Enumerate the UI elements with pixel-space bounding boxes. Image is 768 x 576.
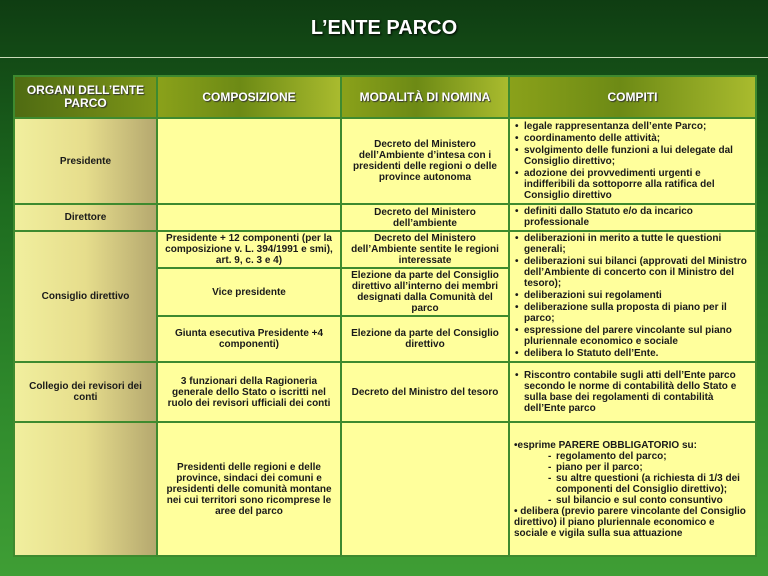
compiti-cell bbox=[509, 422, 756, 556]
title-divider bbox=[0, 57, 768, 58]
table-row bbox=[14, 422, 756, 556]
compiti-cell bbox=[509, 118, 756, 204]
list-item: • coordinamento delle attività; bbox=[524, 133, 751, 144]
composizione-cell: 3 funzionari della Ragioneria generale dello Stato o iscritti nel ruolo dei revisori ufficiali dei conti bbox=[157, 362, 341, 422]
compiti-list bbox=[514, 233, 751, 359]
list-item: • legale rappresentanza dell’ente Parco; bbox=[524, 121, 751, 132]
row-label-presidente: Presidente bbox=[14, 118, 157, 204]
list-item: • adozione dei provvedimenti urgenti e indifferibili da sottoporre alla ratifica del Consiglio direttivo bbox=[524, 168, 751, 201]
row-label-direttore: Direttore bbox=[14, 204, 157, 231]
slide-title: L’ENTE PARCO bbox=[310, 16, 458, 39]
list-item: • deliberazioni in merito a tutte le questioni generali; bbox=[524, 233, 751, 255]
composizione-cell: Presidenti delle regioni e delle province, sindaci dei comuni e presidenti delle comunità montane nei cui territori sono ricomprese le aree del parco bbox=[157, 422, 341, 556]
header-compiti: COMPITI bbox=[509, 76, 756, 118]
table-header-row bbox=[14, 76, 756, 118]
composizione-cell: Presidente + 12 componenti (per la composizione v. L. 394/1991 e smi), art. 9, c. 3 e 4) bbox=[157, 231, 341, 268]
nomina-cell bbox=[341, 422, 509, 556]
compiti-list bbox=[514, 206, 751, 228]
nomina-cell: Elezione da parte del Consiglio direttivo bbox=[341, 316, 509, 362]
header-composizione: COMPOSIZIONE bbox=[157, 76, 341, 118]
compiti-cell bbox=[509, 362, 756, 422]
nomina-cell: Decreto del Ministero dell’ambiente bbox=[341, 204, 509, 231]
compiti-list bbox=[514, 370, 751, 414]
list-item: - su altre questioni (a richiesta di 1/3 dei componenti del Consiglio direttivo); bbox=[514, 473, 751, 495]
nomina-cell: Elezione da parte del Consiglio direttivo all’interno dei membri designati dalla Comunità del parco bbox=[341, 268, 509, 316]
row-label-comunita bbox=[14, 422, 157, 556]
nomina-cell: Decreto del Ministero dell’Ambiente sentite le regioni interessate bbox=[341, 231, 509, 268]
row-label-collegio: Collegio dei revisori dei conti bbox=[14, 362, 157, 422]
nomina-cell: Decreto del Ministro del tesoro bbox=[341, 362, 509, 422]
header-modalita: MODALITÀ DI NOMINA bbox=[341, 76, 509, 118]
nomina-cell: Decreto del Ministero dell’Ambiente d’intesa con i presidenti delle regioni o delle province autonoma bbox=[341, 118, 509, 204]
list-item: • deliberazioni sui bilanci (approvati del Ministro dell’Ambiente di concerto con il Ministro del tesoro); bbox=[524, 256, 751, 289]
list-item: • definiti dallo Statuto e/o da incarico professionale bbox=[524, 206, 751, 228]
list-item: - regolamento del parco; bbox=[514, 451, 751, 462]
table-row bbox=[14, 362, 756, 422]
list-item: • Riscontro contabile sugli atti dell’Ente parco secondo le norme di contabilità dello Stato e sulla base dei regolamenti di contabilità dell’Ente parco bbox=[524, 370, 751, 414]
list-item: • delibera lo Statuto dell’Ente. bbox=[524, 348, 751, 359]
table-row bbox=[14, 231, 756, 268]
list-item: • espressione del parere vincolante sul piano pluriennale economico e sociale bbox=[524, 325, 751, 347]
list-item: • deliberazioni sui regolamenti bbox=[524, 290, 751, 301]
table-row bbox=[14, 204, 756, 231]
composizione-cell bbox=[157, 118, 341, 204]
compiti-cell bbox=[509, 204, 756, 231]
list-item: - piano per il parco; bbox=[514, 462, 751, 473]
header-organi: ORGANI DELL’ENTE PARCO bbox=[14, 76, 157, 118]
list-item: - sul bilancio e sul conto consuntivo bbox=[514, 495, 751, 506]
compiti-final: • delibera (previo parere vincolante del Consiglio direttivo) il piano pluriennale economico e sociale e vigila sulla sua attuazione bbox=[514, 505, 746, 539]
row-label-consiglio: Consiglio direttivo bbox=[14, 231, 157, 362]
composizione-cell bbox=[157, 204, 341, 231]
table-row bbox=[14, 118, 756, 204]
compiti-intro: •esprime PARERE OBBLIGATORIO su: bbox=[514, 439, 697, 451]
compiti-cell bbox=[509, 231, 756, 362]
composizione-cell: Giunta esecutiva Presidente +4 componenti) bbox=[157, 316, 341, 362]
list-item: • deliberazione sulla proposta di piano per il parco; bbox=[524, 302, 751, 324]
composizione-cell: Vice presidente bbox=[157, 268, 341, 316]
list-item: • svolgimento delle funzioni a lui delegate dal Consiglio direttivo; bbox=[524, 145, 751, 167]
organi-table bbox=[13, 75, 757, 557]
compiti-list bbox=[514, 121, 751, 201]
